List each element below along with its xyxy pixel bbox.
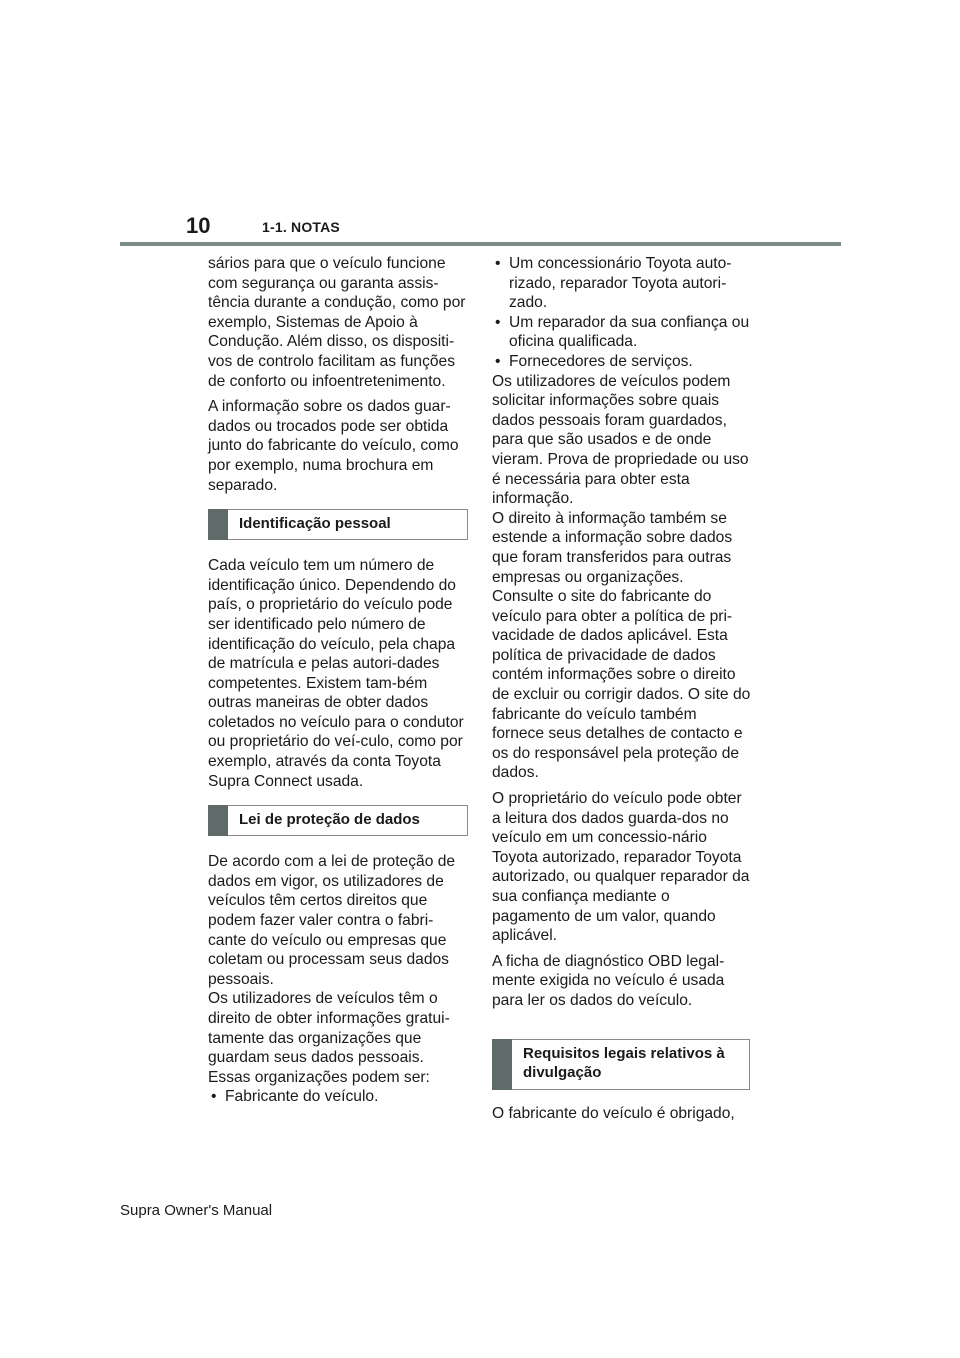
- heading-text: Requisitos legais relativos à divulgação: [523, 1044, 725, 1082]
- paragraph: A informação sobre os dados guar-dados ou trocados pode ser obtida junto do fabricante do veículo, como por exemplo, numa brochura em separado.: [208, 398, 459, 494]
- list-item: • Fornecedores de serviços.: [492, 352, 752, 372]
- header-divider: [120, 242, 841, 246]
- bullet-list: [208, 1087, 468, 1107]
- footer-manual-title: Supra Owner's Manual: [120, 1202, 273, 1219]
- paragraph: Os utilizadores de veículos podem solicitar informações sobre quais dados pessoais foram guardados, para que são usados e de onde vieram. Prova de propriedade ou uso é necessária para obter esta informação.: [492, 372, 749, 508]
- paragraph: sários para que o veículo funcione com segurança ou garanta assis-tência durante a condução, como por exemplo, Sistemas de Apoio à Condução. Além disso, os dispositi-vos de controlo facilitam as funções de conforto ou infoentretenimento.: [208, 255, 466, 390]
- section-title: 1-1. NOTAS: [262, 219, 340, 235]
- paragraph: De acordo com a lei de proteção de dados em vigor, os utilizadores de veículos têm certos direitos que podem fazer valer contra o fabri-cante do veículo ou empresas que coletam ou processam seus dados pessoais.: [208, 853, 456, 988]
- heading-text: Lei de proteção de dados: [239, 811, 420, 829]
- paragraph: O fabricante do veículo é obrigado,: [492, 1104, 735, 1122]
- page-number: 10: [186, 213, 211, 238]
- list-item: • Um concessionário Toyota auto-rizado, reparador Toyota autori-zado.: [492, 254, 752, 313]
- heading-text: Identificação pessoal: [239, 515, 391, 533]
- paragraph: A ficha de diagnóstico OBD legal-mente exigida no veículo é usada para ler os dados do veículo.: [492, 952, 725, 1009]
- section-heading-identificacao: [208, 509, 468, 540]
- bullet-list: [492, 254, 752, 372]
- section-heading-requisitos-legais: [492, 1039, 750, 1090]
- paragraph: O direito à informação também se estende a informação sobre dados que foram transferidos para outras empresas ou organizações.: [492, 509, 733, 586]
- section-heading-protecao-dados: [208, 805, 468, 836]
- left-column: [208, 254, 468, 1107]
- paragraph: O proprietário do veículo pode obter a leitura dos dados guarda-dos no veículo em um concessio-nário Toyota autorizado, reparador Toyota autorizado, ou qualquer reparador da sua confiança mediante o pagamento de um valor, quando aplicável.: [492, 790, 750, 945]
- list-item: • Fabricante do veículo.: [208, 1087, 468, 1107]
- list-item: • Um reparador da sua confiança ou oficina qualificada.: [492, 313, 752, 352]
- paragraph: Os utilizadores de veículos têm o direito de obter informações gratui-tamente das organizações que guardam seus dados pessoais.: [208, 990, 450, 1067]
- paragraph: Essas organizações podem ser:: [208, 1068, 430, 1086]
- paragraph: Cada veículo tem um número de identificação único. Dependendo do país, o proprietário do veículo pode ser identificado pelo número de identificação do veículo, pela chapa de matrícula e pelas autori-dades competentes. Existem tam-bém outras maneiras de obter dados coletados no veículo para o condutor ou proprietário do veí-culo, como por exemplo, através da conta Toyota Supra Connect usada.: [208, 557, 464, 790]
- paragraph: Consulte o site do fabricante do veículo para obter a política de pri-vacidade de dados aplicável. Esta política de privacidade de dados contém informações sobre o direito de excluir ou corrigir dados. O site do fabricante do veículo também fornece seus detalhes de contacto e os do responsável pela proteção de dados.: [492, 588, 751, 782]
- right-column: [492, 254, 752, 1123]
